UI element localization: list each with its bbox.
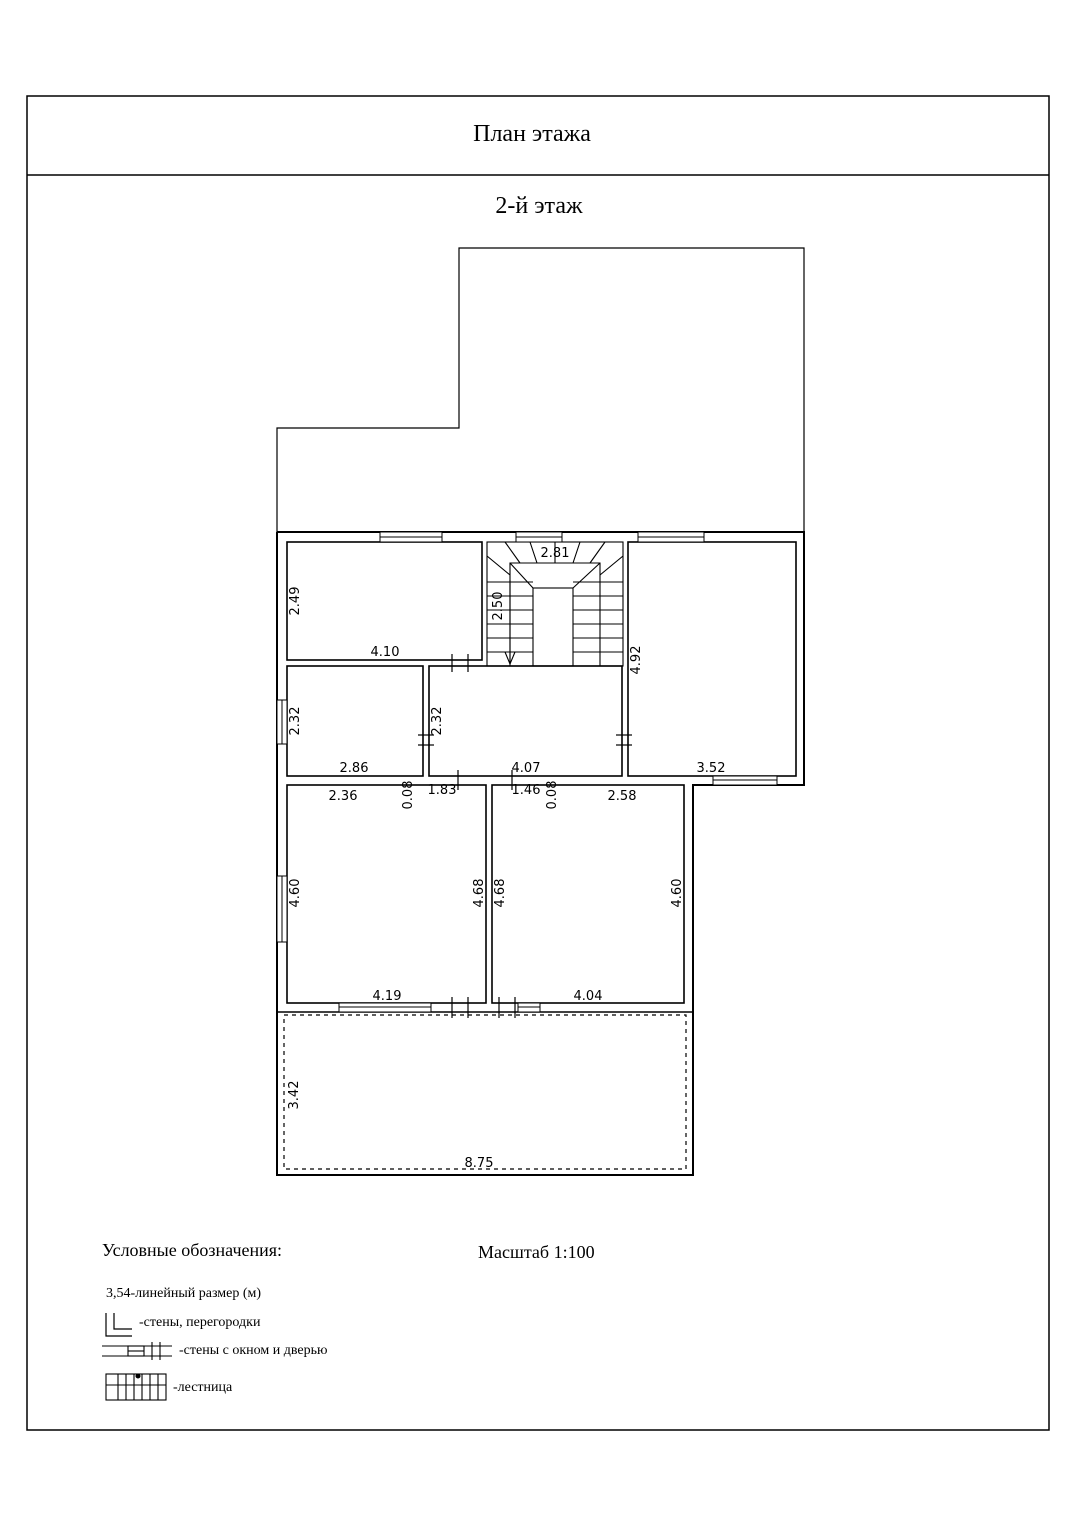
dim-corridor-mid-left: 1.83	[427, 783, 457, 798]
room-r1	[287, 542, 482, 660]
dim-hall-width: 4.07	[511, 761, 541, 776]
dim-stair-width: 2.81	[540, 546, 570, 561]
dim-bl-height: 4.60	[288, 878, 303, 908]
dim-hall-height: 2.32	[430, 706, 445, 736]
room-bottom-left	[287, 785, 486, 1003]
dim-br-height-right: 4.60	[670, 878, 685, 908]
legend-stair-icon	[106, 1374, 166, 1400]
balcony-dashed-outline	[284, 1015, 686, 1169]
room-right	[628, 542, 796, 776]
room-bottom-right	[492, 785, 684, 1003]
room-r2	[287, 666, 423, 776]
dim-corridor-gap-right: 0.08	[545, 780, 560, 810]
dim-r2-height: 2.32	[288, 706, 303, 736]
floor-label: 2-й этаж	[495, 193, 583, 219]
room-hall	[429, 666, 622, 776]
dim-br-height: 4.68	[493, 878, 508, 908]
page-title: План этажа	[473, 121, 591, 147]
dim-r1-height: 2.49	[288, 586, 303, 616]
scale-label: Масштаб 1:100	[478, 1242, 595, 1262]
legend-walls-icon	[106, 1313, 132, 1336]
door-markers	[418, 654, 632, 1018]
dim-right-width: 3.52	[696, 761, 726, 776]
dim-r2-width: 2.86	[339, 761, 369, 776]
dim-corridor-mid-right: 1.46	[511, 783, 541, 798]
legend-item-window-door: -стены с окном и дверью	[179, 1343, 328, 1358]
dim-balcony-height: 3.42	[287, 1080, 302, 1110]
dim-bl-width: 4.19	[372, 989, 402, 1004]
outer-wall	[277, 532, 804, 1175]
dim-balcony-width: 8.75	[464, 1156, 494, 1171]
legend-item-walls: -стены, перегородки	[139, 1315, 261, 1330]
dim-bl-height-right: 4.68	[472, 878, 487, 908]
dim-br-width: 4.04	[573, 989, 603, 1004]
dim-stair-height: 2.50	[491, 591, 506, 621]
dim-corridor-gap-left: 0.08	[401, 780, 416, 810]
legend-heading: Условные обозначения:	[102, 1240, 283, 1260]
legend-window-door-icon	[102, 1342, 172, 1360]
legend-item-stair: -лестница	[173, 1380, 233, 1395]
legend-item-dimension: 3,54-линейный размер (м)	[106, 1286, 262, 1301]
dim-right-height: 4.92	[629, 645, 644, 675]
dim-corridor-left: 2.36	[328, 789, 358, 804]
upper-outline	[277, 248, 804, 532]
dim-r1-width: 4.10	[370, 645, 400, 660]
dim-corridor-right: 2.58	[607, 789, 637, 804]
